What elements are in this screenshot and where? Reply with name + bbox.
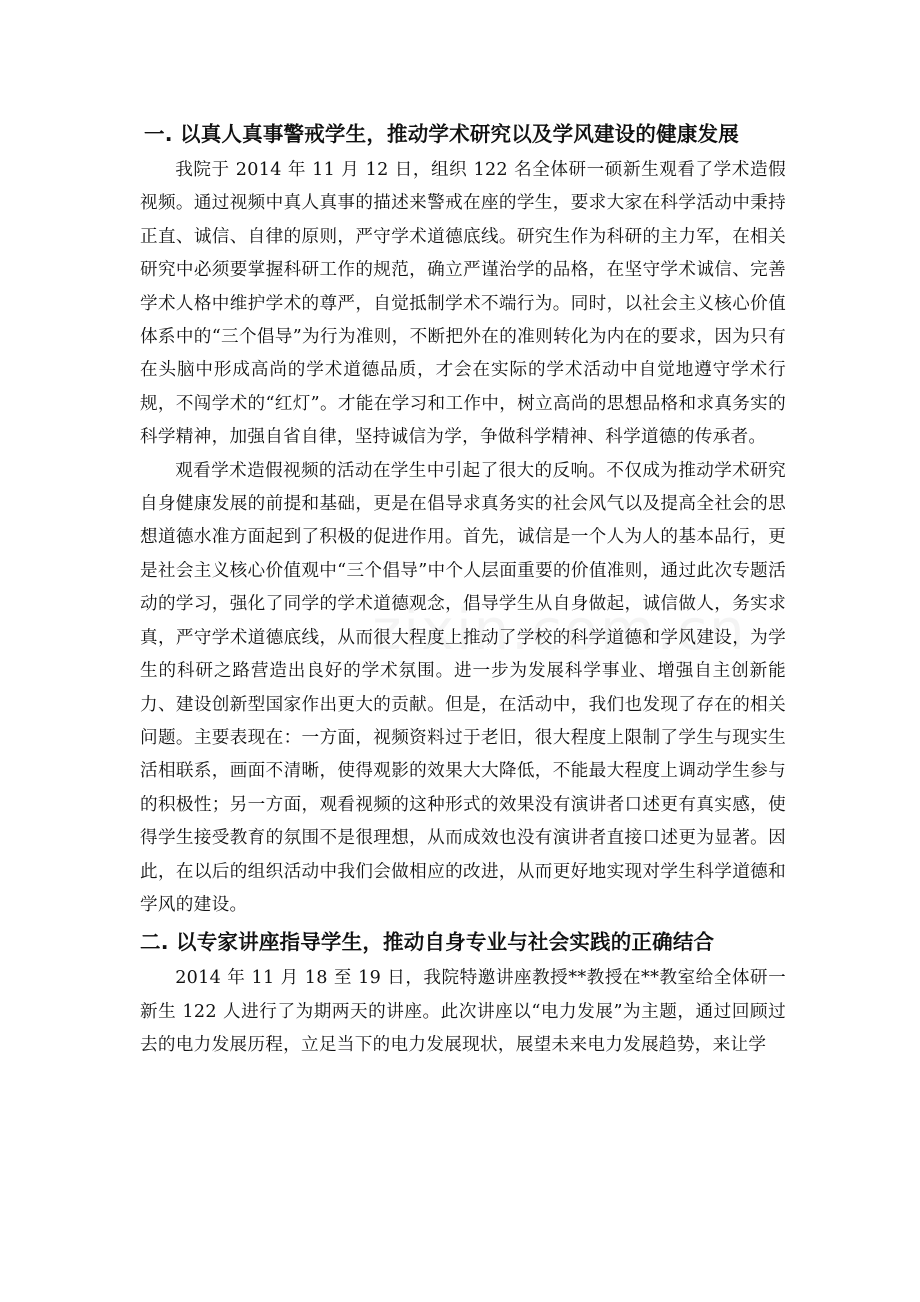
- section-2-paragraph-1: 2014 年 11 月 18 至 19 日，我院特邀讲座教授**教授在**教室给全体研一新生 122 人进行了为期两天的讲座。此次讲座以“电力发展”为主题，通过回顾过去的电力发展历程，立足当下的电力发展现状，展望未来电力发展趋势，来让学: [140, 968, 786, 1056]
- section-1-paragraph-1: 我院于 2014 年 11 月 12 日，组织 122 名全体研一硕新生观看了学术造假视频。通过视频中真人真事的描述来警戒在座的学生，要求大家在科学活动中秉持正直、诚信、自律的原则，严守学术道德底线。研究生作为科研的主力军，在相关研究中必须要掌握科研工作的规范，确立严谨治学的品格，在坚守学术诚信、完善学术人格中维护学术的尊严，自觉抵制学术不端行为。同时，以社会主义核心价值体系中的“三个倡导”为行为准则，不断把外在的准则转化为内在的要求，因为只有在头脑中形成高尚的学术道德品质，才会在实际的学术活动中自觉地遵守学术行规，不闯学术的“红灯”。才能在学习和工作中，树立高尚的思想品格和求真务实的科学精神，加强自省自律，坚持诚信为学，争做科学精神、科学道德的传承者。: [140, 160, 786, 448]
- section-1-paragraph-2: 观看学术造假视频的活动在学生中引起了很大的反响。不仅成为推动学术研究自身健康发展的前提和基础，更是在倡导求真务实的社会风气以及提高全社会的思想道德水准方面起到了积极的促进作用。首先，诚信是一个人为人的基本品行，更是社会主义核心价值观中“三个倡导”中个人层面重要的价值准则，通过此次专题活动的学习，强化了同学的学术道德观念，倡导学生从自身做起，诚信做人，务实求真，严守学术道德底线，从而很大程度上推动了学校的科学道德和学风建设，为学生的科研之路营造出良好的学术氛围。进一步为发展科学事业、增强自主创新能力、建设创新型国家作出更大的贡献。但是，在活动中，我们也发现了存在的相关问题。主要表现在：一方面，视频资料过于老旧，很大程度上限制了学生与现实生活相联系，画面不清晰，使得观影的效果大大降低，不能最大程度上调动学生参与的积极性；另一方面，观看视频的这种形式的效果没有演讲者口述更有真实感，使得学生接受教育的氛围不是很理想，从而成效也没有演讲者直接口述更为显著。因此，在以后的组织活动中我们会做相应的改进，从而更好地实现对学生科学道德和学风的建设。: [140, 460, 786, 915]
- document-body: [140, 114, 786, 1063]
- section-1-heading: 一. 以真人真事警戒学生，推动学术研究以及学风建设的健康发展: [144, 122, 739, 146]
- section-2-heading: 二. 以专家讲座指导学生，推动自身专业与社会实践的正确结合: [140, 930, 715, 955]
